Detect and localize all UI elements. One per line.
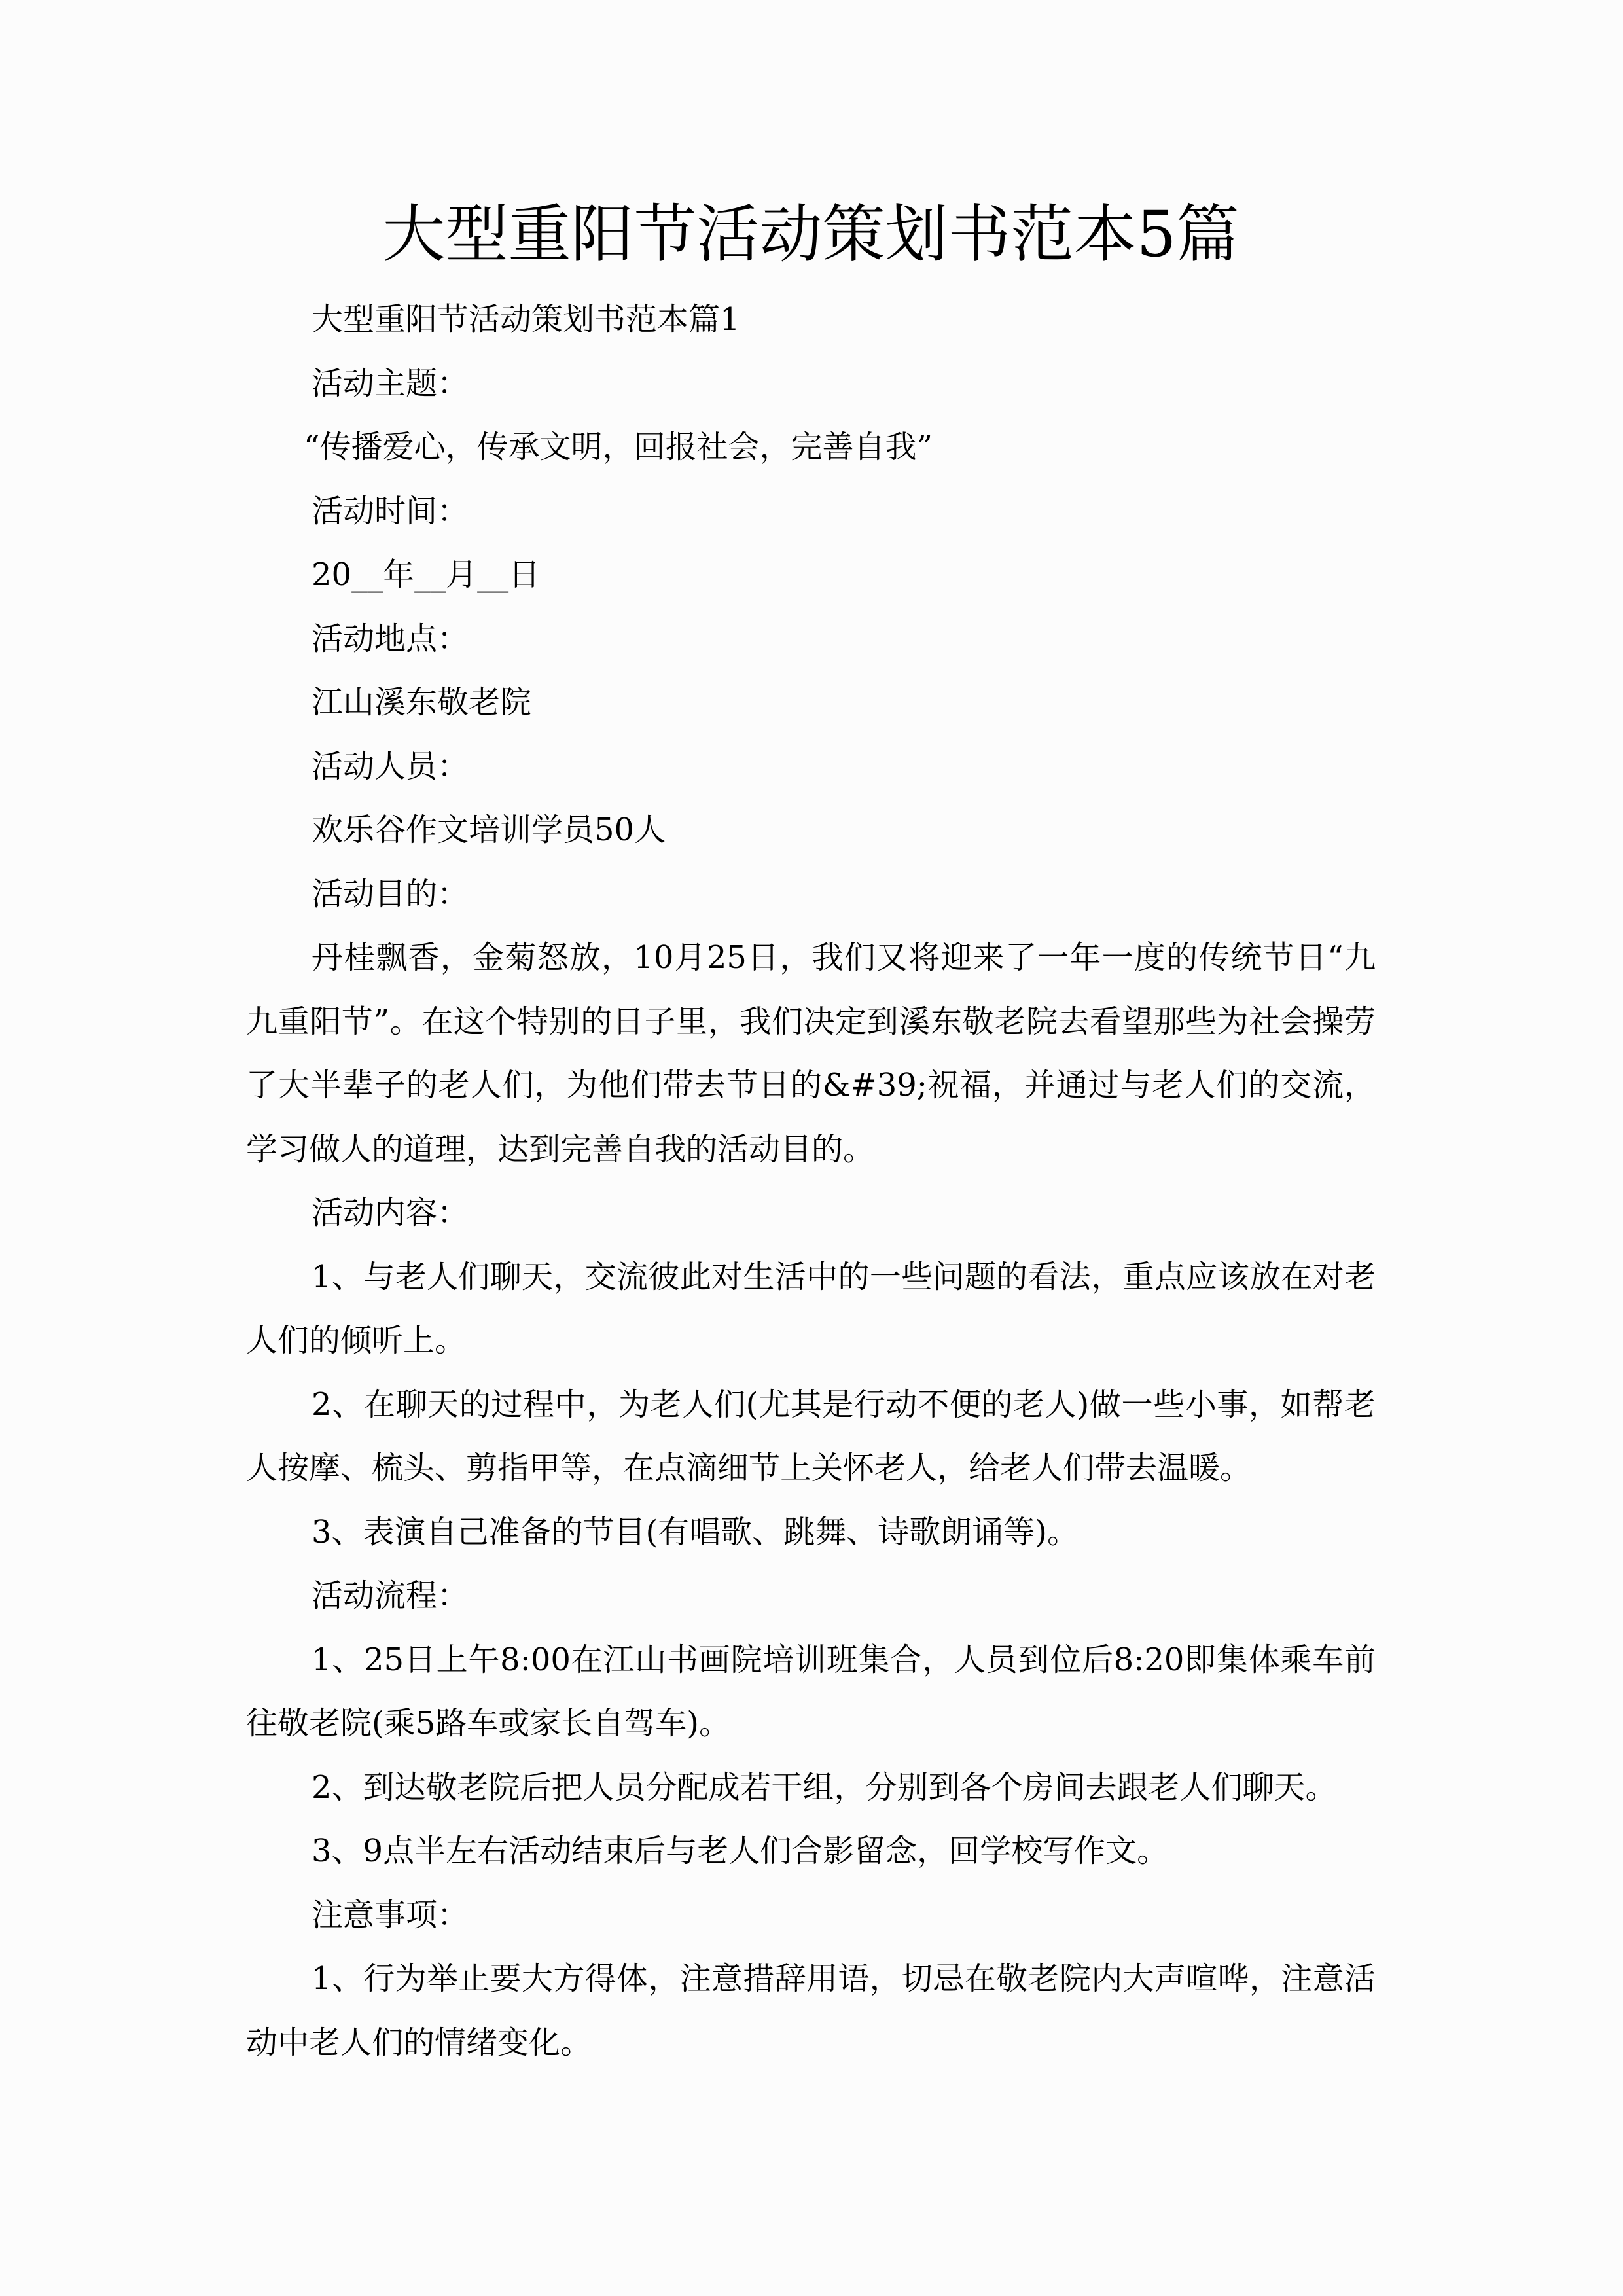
label-content: 活动内容：	[312, 1194, 469, 1231]
value-theme: “传播爱心，传承文明，回报社会，完善自我”	[304, 429, 933, 465]
process-item-1: 1、25日上午8:00在江山书画院培训班集合，人员到位后8:20即集体乘车前往敬老院(乘5路车或家长自驾车)。	[246, 1641, 1376, 1742]
label-time: 活动时间：	[312, 492, 469, 529]
label-theme: 活动主题：	[312, 365, 469, 402]
document-title: 大型重阳节活动策划书范本5篇	[382, 198, 1240, 271]
value-participants: 欢乐谷作文培训学员50人	[312, 812, 666, 848]
notes-item-1: 1、行为举止要大方得体，注意措辞用语，切忌在敬老院内大声喧哗，注意活动中老人们的情绪变化。	[246, 1960, 1376, 2061]
document-body	[246, 288, 1376, 2075]
section-heading: 大型重阳节活动策划书范本篇1	[312, 301, 740, 338]
label-purpose: 活动目的：	[312, 875, 469, 912]
value-location: 江山溪东敬老院	[312, 684, 532, 721]
label-location: 活动地点：	[312, 620, 469, 657]
process-item-3: 3、9点半左右活动结束后与老人们合影留念，回学校写作文。	[312, 1833, 1169, 1869]
content-item-1: 1、与老人们聊天，交流彼此对生活中的一些问题的看法，重点应该放在对老人们的倾听上。	[246, 1258, 1376, 1359]
label-participants: 活动人员：	[312, 747, 469, 785]
content-item-3: 3、表演自己准备的节目(有唱歌、跳舞、诗歌朗诵等)。	[312, 1513, 1079, 1551]
content-item-2: 2、在聊天的过程中，为老人们(尤其是行动不便的老人)做一些小事，如帮老人按摩、梳头、剪指甲等，在点滴细节上关怀老人，给老人们带去温暖。	[246, 1386, 1376, 1486]
paragraph-purpose: 丹桂飘香，金菊怒放，10月25日，我们又将迎来了一年一度的传统节日“九九重阳节”。在这个特别的日子里，我们决定到溪东敬老院去看望那些为社会操劳了大半辈子的老人们，为他们带去节日的&#39;祝福，并通过与老人们的交流，学习做人的道理，达到完善自我的活动目的。	[246, 939, 1376, 1168]
process-item-2: 2、到达敬老院后把人员分配成若干组，分别到各个房间去跟老人们聊天。	[312, 1768, 1337, 1806]
label-process: 活动流程：	[312, 1577, 469, 1614]
label-notes: 注意事项：	[312, 1896, 469, 1933]
value-time: 20__年__月__日	[312, 556, 541, 593]
